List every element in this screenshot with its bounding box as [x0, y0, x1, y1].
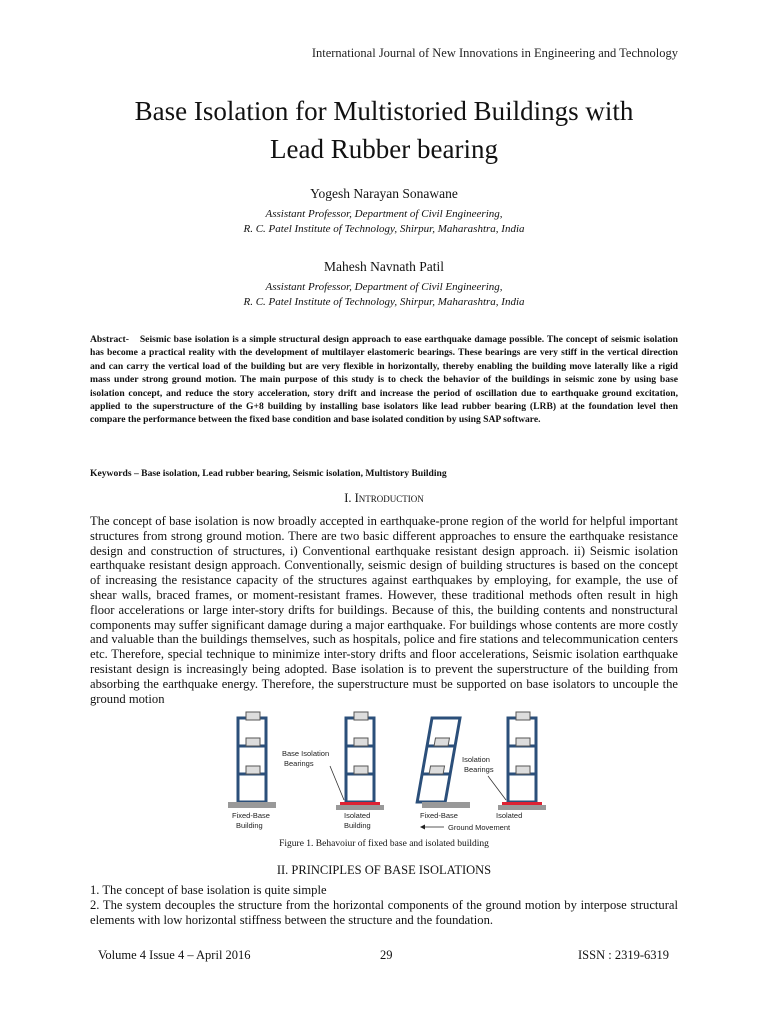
fixed-base-building-drawing: [228, 712, 276, 808]
section-title: ntroduction: [358, 491, 424, 505]
affiliation-line: R. C. Patel Institute of Technology, Shirpur, Maharashtra, India: [243, 296, 525, 308]
abstract-text: Seismic base isolation is a simple structural design approach to ease earthquake damage possible. The concept of seismic isolation has become a practical reality with the development of multilayer elastomeric bearings. These bearings are very stiff in the vertical direction and can carry the vertical load of the building but are very flexible in horizontally, thereby enabling the building move laterally like a rigid mass under strong ground motion. The main purpose of this study is to check the behavior of the buildings in seismic zone by using base isolation concept, and reduce the story acceleration, story drift and increase the period of oscillation due to earthquake ground excitation, applied to the superstructure of the G+8 building by installing base isolators like lead rubber bearing (LRB) at the foundation level then compare the performance between the fixed base condition and base isolated condition by using SAP software.: [90, 334, 678, 426]
label-isolated-2: Isolated: [496, 811, 523, 820]
introduction-paragraph: The concept of base isolation is now broadly accepted in earthquake-prone region of the world for helpful important structures from strong ground motion. There are two basic different approaches to ensure the earthquake resistance design and construction of structures, i) Conventional earthquake resistant design approach. ii) Seismic isolation earthquake resistant design approach. Conventionally, seismic design of building structures is based on the concept of increasing the resistance capacity of the structures against earthquakes by employing, for example, the use of shear walls, braced frames, or moment-resistant frames. However, these traditional methods often result in high floor accelerations or large inter-story drifts for buildings. Because of this, the building contents and nonstructural components may suffer significant damage during a major earthquake. For buildings whose contents are more costly and valuable than the buildings themselves, such as hospitals, police and fire stations and telecommunication centers etc. Therefore, special technique to minimize inter-story drifts and floor accelerations, Seismic isolation earthquake resistant design is increasingly being adopted. Base isolation is to prevent the superstructure of the building from absorbing the earthquake energy. Therefore, the superstructure must be supported on base isolators to uncouple the ground motion: [90, 514, 678, 706]
journal-header: International Journal of New Innovations in Engineering and Technology: [311, 46, 678, 60]
isolated-building-moving-drawing: [488, 712, 546, 810]
label-building-2: Building: [344, 821, 371, 830]
label-fixed-base-2: Fixed-Base: [420, 811, 458, 820]
label-bearings-2: Bearings: [464, 765, 494, 774]
label-building: Building: [236, 821, 263, 830]
footer-issn: ISSN : 2319-6319: [578, 948, 669, 962]
abstract: [90, 333, 678, 427]
principle-item: 1. The concept of base isolation is quite simple: [90, 883, 327, 897]
label-isolation: Isolation: [462, 755, 490, 764]
isolated-building-drawing: [330, 712, 384, 810]
label-isolated: Isolated: [344, 811, 371, 820]
label-bearings: Bearings: [284, 759, 314, 768]
section-heading-principles: II. PRINCIPLES OF BASE ISOLATIONS: [276, 863, 492, 877]
label-fixed-base: Fixed-Base: [232, 811, 270, 820]
principle-item: 2. The system decouples the structure from the horizontal components of the ground motion by interpose structural elements with low horizontal stiffness between the structure and the foundation.: [90, 898, 678, 927]
footer-volume: Volume 4 Issue 4 – April 2016: [98, 948, 251, 962]
arrow-head-icon: [420, 825, 425, 830]
keywords: Keywords – Base isolation, Lead rubber bearing, Seismic isolation, Multistory Building: [90, 468, 447, 479]
footer-page-number: 29: [380, 948, 393, 962]
abstract-label: Abstract-: [90, 334, 129, 345]
affiliation-line: Assistant Professor, Department of Civil Engineering,: [265, 281, 503, 293]
author-name: Yogesh Narayan Sonawane: [310, 186, 458, 201]
title-line-2: Lead Rubber bearing: [270, 134, 498, 164]
fixed-base-swaying-drawing: [417, 718, 460, 802]
figure-caption: Figure 1. Behavoiur of fixed base and isolated building: [279, 839, 489, 849]
title-line-1: Base Isolation for Multistoried Buildings with: [134, 96, 634, 126]
author-affiliation: [0, 207, 768, 237]
label-base-isolation: Base Isolation: [282, 749, 330, 758]
section-number: I. I: [344, 491, 359, 505]
paper-title: [60, 92, 708, 168]
label-ground-movement: Ground Movement: [448, 823, 511, 832]
affiliation-line: R. C. Patel Institute of Technology, Shirpur, Maharashtra, India: [243, 223, 525, 235]
author-name: Mahesh Navnath Patil: [324, 259, 444, 274]
author-affiliation: [0, 280, 768, 310]
figure-building-isolation: [218, 710, 558, 838]
section-heading-introduction: [0, 491, 768, 506]
affiliation-line: Assistant Professor, Department of Civil Engineering,: [265, 208, 503, 220]
